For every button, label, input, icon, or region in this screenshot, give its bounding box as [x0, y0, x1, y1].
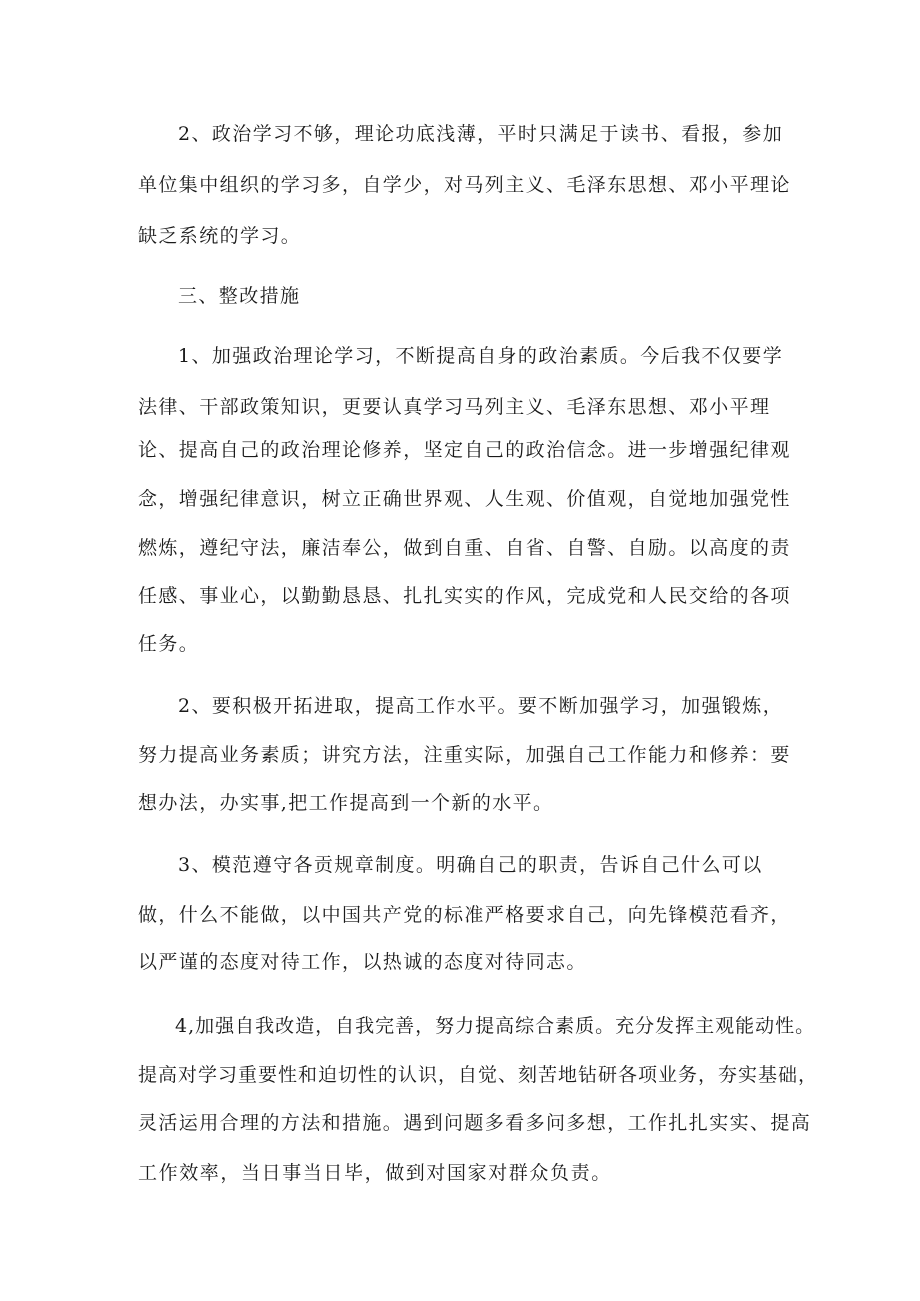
text-line: 缺乏系统的学习。	[138, 225, 302, 247]
text-line: 1、加强政治理论学习，不断提高自身的政治素质。今后我不仅要学	[178, 345, 784, 367]
text-line: 3、模范遵守各贡规章制度。明确自己的职责，告诉自己什么可以	[178, 854, 763, 876]
text-line: 提高对学习重要性和迫切性的认识，自觉、刻苦地钻研各项业务，夯实基础，	[138, 1064, 819, 1086]
text-line: 以严谨的态度对待工作，以热诚的态度对待同志。	[138, 951, 587, 973]
text-line: 4,加强自我改造，自我完善，努力提高综合素质。充分发挥主观能动性。	[175, 1015, 816, 1037]
text-line: 单位集中组织的学习多，自学少，对马列主义、毛泽东思想、邓小平理论	[138, 174, 791, 196]
text-line: 念，增强纪律意识，树立正确世界观、人生观、价值观，自觉地加强党性	[138, 488, 791, 510]
text-line: 努力提高业务素质；讲究方法，注重实际，加强自己工作能力和修养：要	[138, 744, 791, 766]
text-line: 想办法，办实事,把工作提高到一个新的水平。	[138, 792, 554, 814]
text-line: 灵活运用合理的方法和措施。遇到问题多看多问多想，工作扎扎实实、提高	[138, 1112, 812, 1134]
section-heading: 三、整改措施	[178, 285, 301, 307]
text-line: 2、政治学习不够，理论功底浅薄，平时只满足于读书、看报，参加	[178, 123, 784, 145]
text-line: 任务。	[138, 633, 200, 655]
text-line: 燃炼，遵纪守法，廉洁奉公，做到自重、自省、自警、自励。以高度的责	[138, 537, 791, 559]
text-line: 工作效率，当日事当日毕，做到对国家对群众负责。	[138, 1162, 612, 1184]
text-line: 做，什么不能做，以中国共产党的标准严格要求自己，向先锋模范看齐，	[138, 904, 791, 926]
text-line: 法律、干部政策知识，更要认真学习马列主义、毛泽东思想、邓小平理	[138, 396, 771, 418]
text-line: 任感、事业心，以勤勤恳恳、扎扎实实的作风，完成党和人民交给的各项	[138, 585, 791, 607]
text-line: 2、要积极开拓进取，提高工作水平。要不断加强学习，加强锻炼，	[178, 695, 784, 717]
text-line: 论、提高自己的政治理论修养，坚定自己的政治信念。进一步增强纪律观	[138, 439, 791, 461]
